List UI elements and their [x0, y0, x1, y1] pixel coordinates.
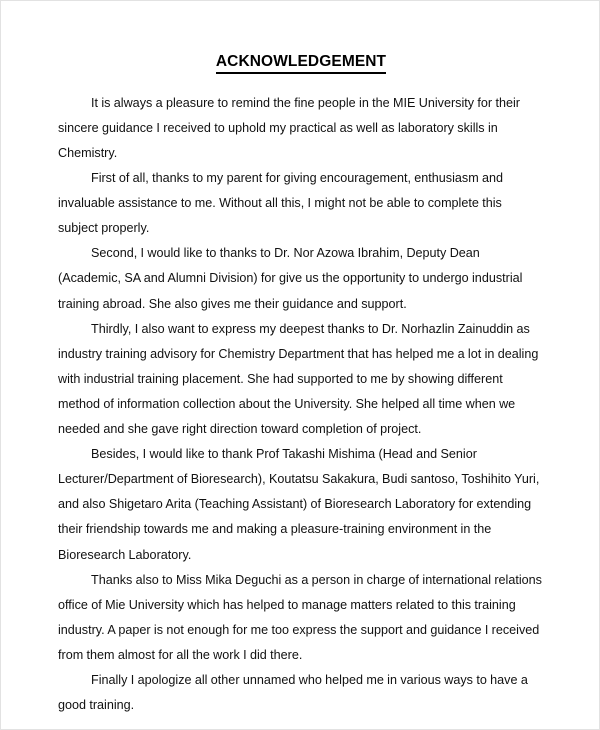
paragraph: Second, I would like to thanks to Dr. Nor Azowa Ibrahim, Deputy Dean (Academic, SA and Alumni Division) for give us the opportunity to undergo industrial training abroad. She also gives me their guidance and support.: [58, 246, 523, 311]
page-content-area: [58, 53, 544, 718]
paragraph: It is always a pleasure to remind the fine people in the MIE University for their sincere guidance I received to uphold my practical as well as laboratory skills in Chemistry.: [58, 95, 520, 160]
paragraph: Thanks also to Miss Mika Deguchi as a person in charge of international relations office of Mie University which has helped to manage matters related to this training industry. A paper is not enough for me too express the support and guidance I received from them almost for all the work I did there.: [58, 572, 542, 662]
document-body: [58, 91, 544, 718]
paragraph: Finally I apologize all other unnamed who helped me in various ways to have a good training.: [58, 672, 528, 713]
page-title: [58, 53, 544, 74]
page-title-text: ACKNOWLEDGEMENT: [216, 53, 386, 74]
paragraph: Besides, I would like to thank Prof Takashi Mishima (Head and Senior Lecturer/Department of Bioresearch), Koutatsu Sakakura, Budi santoso, Toshihito Yuri, and also Shigetaro Arita (Teaching Assistant) of Bioresearch Laboratory for extending their friendship towards me and making a pleasure-training environment in the Bioresearch Laboratory.: [58, 447, 540, 562]
paragraph: Thirdly, I also want to express my deepest thanks to Dr. Norhazlin Zainuddin as industry training advisory for Chemistry Department that has helped me a lot in dealing with industrial training placement. She had supported to me by showing different method of information collection about the University. She helped all time when we needed and she gave right direction toward completion of project.: [58, 321, 539, 437]
paragraph: First of all, thanks to my parent for giving encouragement, enthusiasm and invaluable assistance to me. Without all this, I might not be able to complete this subject properly.: [58, 171, 504, 236]
